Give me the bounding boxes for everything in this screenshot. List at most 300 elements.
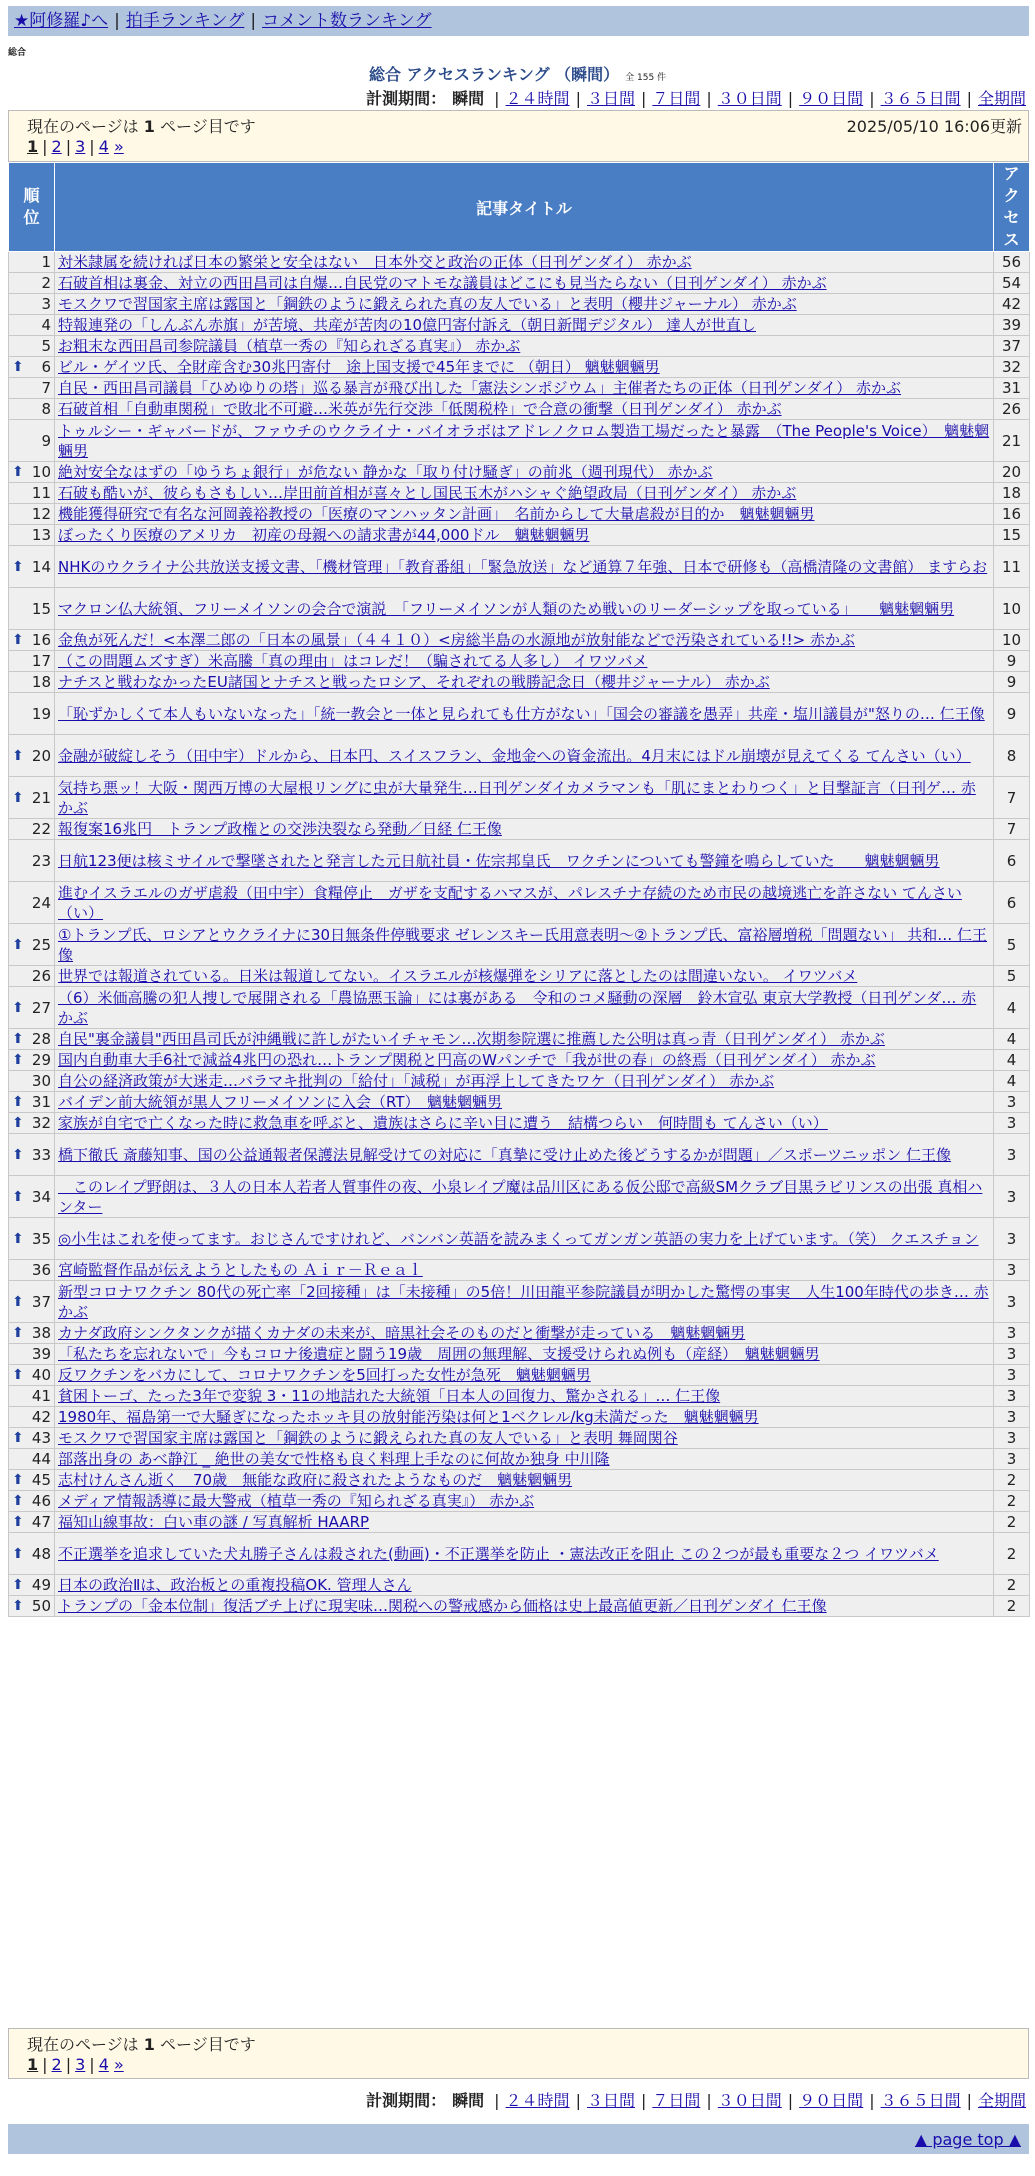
article-title-link[interactable]: 石破も酷いが、彼らもさもしい…岸田前首相が喜々とし国民玉木がハシャぐ絶望政局（日刊ゲンダイ） 赤かぶ (58, 484, 797, 502)
article-title-link[interactable]: トゥルシー・ギャバードが、ファウチのウクライナ・バイオラボはアドレノクロム製造工場だったと暴露 （The People's Voice） 魑魅魍魎男 (58, 421, 990, 460)
access-count: 21 (994, 420, 1030, 462)
table-row (9, 987, 1030, 1029)
rank-cell (9, 273, 55, 294)
rank-number: 38 (31, 1324, 51, 1342)
access-count: 3 (994, 1407, 1030, 1428)
rank-cell (9, 693, 55, 735)
access-count: 4 (994, 1050, 1030, 1071)
article-title-link[interactable]: 1980年、福島第一で大騒ぎになったホッキ貝の放射能汚染は何と1ベクレル/kg未満だった 魑魅魍魎男 (58, 1408, 759, 1426)
rank-number: 34 (31, 1187, 51, 1206)
rank-number: 4 (41, 316, 51, 334)
access-count: 6 (994, 840, 1030, 882)
rank-number: 46 (31, 1492, 51, 1510)
article-title-link[interactable]: モスクワで習国家主席は露国と「鋼鉄のように鍛えられた真の友人でいる」と表明（櫻井ジャーナル） 赤かぶ (58, 295, 797, 313)
period-option-link[interactable]: ９０日間 (799, 89, 864, 108)
period-separator: | (640, 89, 647, 108)
title-cell (55, 1092, 994, 1113)
table-row (9, 693, 1030, 735)
up-arrow-icon: ⬆ (12, 1031, 24, 1047)
up-arrow-icon: ⬆ (12, 1115, 24, 1131)
article-title-link[interactable]: 金魚が死んだ！<本澤二郎の「日本の風景」（４４１０）<房総半島の水源地が放射能などで汚染されている!!> 赤かぶ (58, 631, 856, 649)
table-row (9, 336, 1030, 357)
page-title (0, 62, 1035, 85)
rank-number: 17 (31, 652, 51, 670)
period-separator: | (706, 2091, 712, 2110)
article-title-link[interactable]: 新型コロナワクチン 80代の死亡率「2回接種」は「未接種」の5倍！川田龍平参院議員が明かした驚愕の事実 人生100年時代の歩き… 赤かぶ (58, 1282, 989, 1321)
access-count: 10 (994, 630, 1030, 651)
title-cell (55, 1365, 994, 1386)
rank-cell (9, 1428, 55, 1449)
article-title-link[interactable]: （6）米価高騰の犯人捜しで展開される「農協悪玉論」には裏がある 令和のコメ騒動の深層 鈴木宣弘 東京大学教授（日刊ゲンダ… 赤かぶ (58, 988, 977, 1027)
title-cell (55, 378, 994, 399)
rank-number: 19 (31, 704, 51, 723)
article-title-link[interactable]: 石破首相は裏金、対立の西田昌司は自爆…自民党のマトモな議員はどこにも見当たらない（日刊ゲンダイ） 赤かぶ (58, 274, 827, 292)
article-title-link[interactable]: ◎小生はこれを使ってます。おじさんですけれど、バンバン英語を読みまくってガンガン英語の実力を上げています。（笑） クエスチョン (58, 1229, 979, 1248)
page-status-prefix: 現在のページは (27, 117, 139, 136)
article-title-link[interactable]: バイデン前大統領が黒人フリーメイソンに入会（RT） 魑魅魍魎男 (58, 1093, 503, 1111)
table-row (9, 1533, 1030, 1575)
article-title-link[interactable]: 「恥ずかしくて本人もいないなった」「統一教会と一体と見られても仕方がない」「国会の審議を愚弄」共産・塩川議員が"怒りの… 仁王像 (58, 704, 985, 723)
period-separator: | (787, 89, 794, 108)
title-cell (55, 546, 994, 588)
title-cell (55, 1071, 994, 1092)
rank-number: 14 (31, 557, 51, 576)
period-separator: | (575, 89, 581, 108)
article-title-link[interactable]: 不正選挙を追求していた犬丸勝子さんは殺された(動画)・不正選挙を防止 ・憲法改正を阻止 この２つが最も重要な２つ イワツバメ (58, 1544, 939, 1563)
rank-cell (9, 987, 55, 1029)
title-cell (55, 1449, 994, 1470)
col-header-title: 記事タイトル (55, 163, 994, 252)
table-row (9, 1365, 1030, 1386)
period-separator: | (966, 89, 972, 108)
title-cell (55, 672, 994, 693)
rank-number: 9 (41, 431, 51, 450)
title-cell (55, 273, 994, 294)
rank-cell (9, 672, 55, 693)
up-arrow-icon: ⬆ (12, 558, 24, 575)
rank-cell (9, 840, 55, 882)
table-row (9, 966, 1030, 987)
period-current: 瞬間 (452, 2091, 485, 2110)
table-row (9, 882, 1030, 924)
rank-number: 44 (31, 1450, 51, 1468)
article-title-link[interactable]: トランプの「金本位制」復活ブチ上げに現実味…関税への警戒感から価格は史上最高値更新／日刊ゲンダイ 仁王像 (58, 1597, 827, 1615)
table-row (9, 252, 1030, 273)
rank-number: 32 (31, 1114, 51, 1132)
article-title-link[interactable]: 日航123便は核ミサイルで撃墜されたと発言した元日航社員・佐宗邦皇氏 ワクチンについても警鐘を鳴らしていた 魑魅魍魎男 (58, 851, 940, 870)
access-count: 2 (994, 1491, 1030, 1512)
rank-cell (9, 966, 55, 987)
rank-cell (9, 1281, 55, 1323)
article-title-link[interactable]: マクロン仏大統領、フリーメイソンの会合で演説 「フリーメイソンが人類のため戦いのリーダーシップを取っている」 魑魅魍魎男 (58, 599, 955, 618)
rank-cell (9, 504, 55, 525)
access-count: 9 (994, 651, 1030, 672)
table-row (9, 504, 1030, 525)
table-row (9, 924, 1030, 966)
table-row (9, 1092, 1030, 1113)
title-cell (55, 1176, 994, 1218)
article-title-link[interactable]: ①トランプ氏、ロシアとウクライナに30日無条件停戦要求 ゼレンスキー氏用意表明～②トランプ氏、富裕層増税「問題ない」 共和… 仁王像 (58, 925, 988, 964)
period-option-link[interactable]: ３日間 (586, 2091, 635, 2110)
pager-current-page: 1 (27, 2055, 39, 2074)
up-arrow-icon: ⬆ (12, 747, 24, 764)
table-row (9, 840, 1030, 882)
table-row (9, 1512, 1030, 1533)
access-count: 3 (994, 1449, 1030, 1470)
rank-cell (9, 399, 55, 420)
up-arrow-icon: ⬆ (12, 1430, 24, 1446)
pager-separator: | (89, 2055, 95, 2074)
access-count: 3 (994, 1428, 1030, 1449)
table-row (9, 1428, 1030, 1449)
rank-number: 47 (31, 1513, 51, 1531)
title-cell (55, 504, 994, 525)
article-title-link[interactable]: カナダ政府シンクタンクが描くカナダの未来が、暗黒社会そのものだと衝撃が走っている 魑魅魍魎男 (58, 1324, 746, 1342)
article-title-link[interactable]: 進むイスラエルのガザ虐殺（田中宇）食糧停止 ガザを支配するハマスが、パレスチナ存続のため市民の越境逃亡を許さない てんさい（い） (58, 883, 962, 922)
home-link[interactable]: ★阿修羅♪へ (14, 11, 109, 31)
rank-number: 12 (31, 505, 51, 523)
title-cell (55, 630, 994, 651)
rank-cell (9, 1365, 55, 1386)
article-title-link[interactable]: 部落出身の あべ静江 _ 絶世の美女で性格も良く料理上手なのに何故か独身 中川隆 (58, 1450, 610, 1468)
article-title-link[interactable]: メディア情報誘導に最大警戒（植草一秀の『知られざる真実』） 赤かぶ (58, 1492, 535, 1510)
rank-number: 15 (31, 599, 51, 618)
rank-number: 41 (31, 1387, 51, 1405)
rank-cell (9, 735, 55, 777)
rank-number: 27 (31, 998, 51, 1017)
up-arrow-icon: ⬆ (12, 1577, 24, 1593)
article-title-link[interactable]: 日本の政治Ⅱは、政治板との重複投稿OK. 管理人さん (58, 1576, 412, 1594)
up-arrow-icon: ⬆ (12, 1325, 24, 1341)
rank-number: 49 (31, 1576, 51, 1594)
table-row (9, 1134, 1030, 1176)
title-cell (55, 735, 994, 777)
rank-cell (9, 1113, 55, 1134)
pager-page-link[interactable]: 3 (75, 137, 86, 156)
article-title-link[interactable]: ビル・ゲイツ氏、全財産含む30兆円寄付 途上国支援で45年までに （朝日） 魑魅魍魎男 (58, 358, 660, 376)
rank-cell (9, 882, 55, 924)
title-cell (55, 336, 994, 357)
rank-number: 22 (31, 820, 51, 838)
page-status-number: 1 (143, 117, 155, 136)
period-label: 計測期間： (366, 2091, 447, 2110)
article-title-link[interactable]: 福知山線事故：白い車の謎 / 写真解析 HAARP (58, 1513, 370, 1531)
table-row (9, 546, 1030, 588)
access-count: 3 (994, 1323, 1030, 1344)
table-row (9, 1113, 1030, 1134)
up-arrow-icon: ⬆ (12, 999, 24, 1016)
period-option-link[interactable]: ７日間 (652, 2091, 701, 2110)
rank-cell (9, 1176, 55, 1218)
page-top-link[interactable]: ▲ page top ▲ (914, 2130, 1021, 2149)
period-option-link[interactable]: 全期間 (977, 2091, 1026, 2110)
title-cell (55, 1134, 994, 1176)
access-count: 3 (994, 1092, 1030, 1113)
up-arrow-icon: ⬆ (12, 464, 24, 480)
rank-cell (9, 1344, 55, 1365)
period-separator: | (640, 2091, 647, 2110)
rank-number: 43 (31, 1429, 51, 1447)
rank-cell (9, 1218, 55, 1260)
title-cell (55, 462, 994, 483)
article-title-link[interactable]: 対米隷属を続ければ日本の繁栄と安全はない 日本外交と政治の正体（日刊ゲンダイ） 赤かぶ (58, 253, 692, 271)
rank-number: 25 (31, 935, 51, 954)
article-title-link[interactable]: 絶対安全なはずの「ゆうちょ銀行」が危ない 静かな「取り付け騒ぎ」の前兆（週刊現代） 赤かぶ (58, 463, 713, 481)
period-option-link[interactable]: ３６５日間 (880, 2091, 961, 2110)
ranking-title: 総合 アクセスランキング （瞬間） (368, 65, 620, 84)
article-title-link[interactable]: ぼったくり医療のアメリカ 初産の母親への請求書が44,000ドル 魑魅魍魎男 (58, 526, 590, 544)
title-cell (55, 882, 994, 924)
up-arrow-icon: ⬆ (12, 632, 24, 648)
article-title-link[interactable]: 志村けんさん逝く 70歳 無能な政府に殺されたようなものだ 魑魅魍魎男 (58, 1471, 573, 1489)
nav-separator: | (250, 11, 257, 31)
title-cell (55, 987, 994, 1029)
table-row (9, 315, 1030, 336)
period-option-link[interactable]: ７日間 (652, 89, 701, 108)
rank-cell (9, 252, 55, 273)
title-cell (55, 1470, 994, 1491)
article-title-link[interactable]: （この問題ムズすぎ）米高騰「真の理由」はコレだ！（騙されてる人多し） イワツバメ (58, 652, 648, 670)
access-count: 5 (994, 924, 1030, 966)
title-cell (55, 777, 994, 819)
period-option-link[interactable]: ３０日間 (717, 89, 782, 108)
pager-page-link[interactable]: 4 (98, 137, 109, 156)
title-cell (55, 1533, 994, 1575)
article-title-link[interactable]: 宮崎監督作品が伝えようとしたもの Ａｉｒ－Ｒｅａｌ (58, 1261, 423, 1279)
period-option-link[interactable]: ９０日間 (799, 2091, 864, 2110)
access-count: 2 (994, 1533, 1030, 1575)
table-row (9, 378, 1030, 399)
period-selector-bottom (366, 2088, 1026, 2111)
period-separator: | (966, 2091, 972, 2110)
table-row (9, 399, 1030, 420)
table-row (9, 420, 1030, 462)
rank-cell (9, 462, 55, 483)
rank-number: 35 (31, 1229, 51, 1248)
title-cell (55, 651, 994, 672)
article-title-link[interactable]: 貧困トーゴ、たった3年で変貌 3・11の地詰れた大統領「日本人の回復力、驚かされる」… 仁王像 (58, 1387, 721, 1405)
rank-number: 5 (41, 337, 51, 355)
rank-cell (9, 420, 55, 462)
rank-number: 11 (31, 484, 51, 502)
table-row (9, 1596, 1030, 1617)
access-count: 31 (994, 378, 1030, 399)
pager-page-link[interactable]: 2 (51, 137, 62, 156)
up-arrow-icon: ⬆ (12, 1293, 24, 1310)
title-cell (55, 693, 994, 735)
pager-page-link[interactable]: 3 (75, 2055, 86, 2074)
access-count: 3 (994, 1344, 1030, 1365)
title-cell (55, 819, 994, 840)
access-count: 7 (994, 819, 1030, 840)
table-row (9, 1449, 1030, 1470)
table-row (9, 1323, 1030, 1344)
access-count: 2 (994, 1470, 1030, 1491)
article-title-link[interactable]: このレイプ野朗は、３人の日本人若者人質事件の夜、小泉レイプ魔は品川区にある仮公邸で高級SMクラブ目黒ラビリンスの出張 真相ハンター (58, 1177, 983, 1216)
article-title-link[interactable]: 気持ち悪ッ！大阪・関西万博の大屋根リングに虫が大量発生…日刊ゲンダイカメラマンも「肌にまとわりつく」と目撃証言（日刊ゲ… 赤かぶ (58, 778, 976, 817)
period-current: 瞬間 (452, 89, 485, 108)
article-title-link[interactable]: 自民・西田昌司議員「ひめゆりの塔」巡る暴言が飛び出した「憲法シンポジウム」主催者たちの正体（日刊ゲンダイ） 赤かぶ (58, 379, 902, 397)
title-cell (55, 357, 994, 378)
rank-number: 33 (31, 1145, 51, 1164)
pager-page-link[interactable]: 2 (51, 2055, 62, 2074)
article-title-link[interactable]: 世界では報道されている。日米は報道してない。イスラエルが核爆弾をシリアに落としたのは間違いない。 イワツバメ (58, 967, 858, 985)
article-title-link[interactable]: 金融が破綻しそう（田中宇）ドルから、日本円、スイスフラン、金地金への資金流出。4月末にはドル崩壊が見えてくる てんさい（い） (58, 746, 971, 765)
access-count: 4 (994, 1071, 1030, 1092)
up-arrow-icon: ⬆ (12, 359, 24, 375)
article-title-link[interactable]: モスクワで習国家主席は露国と「鋼鉄のように鍛えられた真の友人でいる」と表明 舞岡関谷 (58, 1429, 678, 1447)
table-row (9, 1050, 1030, 1071)
table-row (9, 462, 1030, 483)
page-status (27, 114, 256, 137)
period-separator: | (787, 2091, 794, 2110)
article-title-link[interactable]: 報復案16兆円 トランプ政権との交渉決裂なら発動／日経 仁王像 (58, 820, 502, 838)
table-row (9, 1071, 1030, 1092)
article-title-link[interactable]: 特報連発の「しんぶん赤旗」が苦境、共産が苦肉の10億円寄付訴え（朝日新聞デジタル） 達人が世直し (58, 316, 756, 334)
title-cell (55, 483, 994, 504)
period-option-link[interactable]: 全期間 (977, 89, 1026, 108)
page-status-number: 1 (143, 2035, 155, 2054)
rank-number: 45 (31, 1471, 51, 1489)
rank-cell (9, 1260, 55, 1281)
up-arrow-icon: ⬆ (12, 1493, 24, 1509)
title-cell (55, 525, 994, 546)
rank-cell (9, 651, 55, 672)
up-arrow-icon: ⬆ (12, 936, 24, 953)
article-title-link[interactable]: 国内自動車大手6社で減益4兆円の恐れ…トランプ関税と円高のWパンチで「我が世の春」の終焉（日刊ゲンダイ） 赤かぶ (58, 1051, 876, 1069)
title-cell (55, 1113, 994, 1134)
article-title-link[interactable]: 機能獲得研究で有名な河岡義裕教授の「医療のマンハッタン計画」 名前からして大量虐殺が目的か 魑魅魍魎男 (58, 505, 815, 523)
rank-cell (9, 546, 55, 588)
access-count: 16 (994, 504, 1030, 525)
table-row (9, 777, 1030, 819)
rank-cell (9, 1050, 55, 1071)
rank-cell (9, 1134, 55, 1176)
period-option-link[interactable]: ２４時間 (505, 89, 570, 108)
rank-cell (9, 525, 55, 546)
table-row (9, 1176, 1030, 1218)
access-count: 7 (994, 777, 1030, 819)
title-cell (55, 966, 994, 987)
title-cell (55, 1260, 994, 1281)
period-option-link[interactable]: ３０日間 (717, 2091, 782, 2110)
title-cell (55, 840, 994, 882)
rank-number: 8 (41, 400, 51, 418)
period-separator: | (494, 89, 500, 108)
article-title-link[interactable]: 橋下徹氏 斎藤知事、国の公益通報者保護法見解受けての対応に「真摯に受け止めた後どうするかが問題」／スポーツニッポン 仁王像 (58, 1145, 952, 1164)
table-row (9, 294, 1030, 315)
rank-cell (9, 777, 55, 819)
up-arrow-icon: ⬆ (12, 789, 24, 806)
access-count: 54 (994, 273, 1030, 294)
access-count: 37 (994, 336, 1030, 357)
rank-number: 23 (31, 851, 51, 870)
access-count: 18 (994, 483, 1030, 504)
rank-number: 21 (31, 788, 51, 807)
ranking-table-body (9, 252, 1030, 1617)
pager-next-link[interactable]: » (113, 2055, 124, 2074)
up-arrow-icon: ⬆ (12, 1514, 24, 1530)
table-row (9, 735, 1030, 777)
article-title-link[interactable]: 「私たちを忘れないで」今もコロナ後遺症と闘う19歳 周囲の無理解、支援受けられぬ例も（産経） 魑魅魍魎男 (58, 1345, 820, 1363)
table-row (9, 672, 1030, 693)
title-cell (55, 924, 994, 966)
rank-number: 1 (41, 253, 51, 271)
top-nav-bar (8, 6, 1029, 36)
table-row (9, 357, 1030, 378)
up-arrow-icon: ⬆ (12, 1230, 24, 1247)
article-title-link[interactable]: 反ワクチンをバカにして、コロナワクチンを5回打った女性が急死 魑魅魍魎男 (58, 1366, 591, 1384)
table-row (9, 1407, 1030, 1428)
category-label: 総合 (8, 48, 27, 58)
access-count: 3 (994, 1134, 1030, 1176)
rank-number: 30 (31, 1072, 51, 1090)
table-header-row (9, 163, 1030, 252)
title-cell (55, 399, 994, 420)
title-cell (55, 1596, 994, 1617)
article-title-link[interactable]: 自公の経済政策が大迷走…バラマキ批判の「給付」「減税」が再浮上してきたワケ（日刊ゲンダイ） 赤かぶ (58, 1072, 775, 1090)
access-count: 20 (994, 462, 1030, 483)
rank-number: 28 (31, 1030, 51, 1048)
period-option-link[interactable]: ３６５日間 (880, 89, 961, 108)
rank-number: 20 (31, 746, 51, 765)
table-row (9, 1029, 1030, 1050)
rank-cell (9, 630, 55, 651)
access-count: 3 (994, 1260, 1030, 1281)
up-arrow-icon: ⬆ (12, 1146, 24, 1163)
comment-ranking-link[interactable]: コメント数ランキング (262, 11, 432, 31)
title-cell (55, 1281, 994, 1323)
article-title-link[interactable]: NHKのウクライナ公共放送支援文書、「機材管理」「教育番組」「緊急放送」など通算７年強、日本で研修も（高橋清隆の文書館） ますらお (58, 557, 988, 576)
access-count: 2 (994, 1575, 1030, 1596)
article-title-link[interactable]: 石破首相「自動車関税」で敗北不可避…米英が先行交渉「低関税枠」で合意の衝撃（日刊ゲンダイ） 赤かぶ (58, 400, 782, 418)
period-separator: | (575, 2091, 581, 2110)
table-row (9, 483, 1030, 504)
article-title-link[interactable]: お粗末な西田昌司参院議員（植草一秀の『知られざる真実』） 赤かぶ (58, 337, 521, 355)
rank-number: 42 (31, 1408, 51, 1426)
rank-cell (9, 294, 55, 315)
rank-cell (9, 1386, 55, 1407)
clap-ranking-link[interactable]: 拍手ランキング (125, 11, 245, 31)
rank-cell (9, 819, 55, 840)
table-row (9, 651, 1030, 672)
pager-next-link[interactable]: » (113, 137, 124, 156)
rank-cell (9, 1029, 55, 1050)
table-row (9, 1218, 1030, 1260)
table-row (9, 588, 1030, 630)
rank-number: 39 (31, 1345, 51, 1363)
pager-page-link[interactable]: 4 (98, 2055, 109, 2074)
article-title-link[interactable]: 家族が自宅で亡くなった時に救急車を呼ぶと、遺族はさらに辛い目に遭う 結構つらい 何時間も てんさい（い） (58, 1114, 828, 1132)
article-title-link[interactable]: 自民"裏金議員"西田昌司氏が沖縄戦に許しがたいイチャモン…次期参院選に推薦した公明は真っ青（日刊ゲンダイ） 赤かぶ (58, 1030, 885, 1048)
title-cell (55, 1344, 994, 1365)
rank-cell (9, 1092, 55, 1113)
access-count: 5 (994, 966, 1030, 987)
access-count: 3 (994, 1386, 1030, 1407)
period-option-link[interactable]: ２４時間 (505, 2091, 570, 2110)
up-arrow-icon: ⬆ (12, 1472, 24, 1488)
rank-cell (9, 483, 55, 504)
up-arrow-icon: ⬆ (12, 1598, 24, 1614)
period-option-link[interactable]: ３日間 (586, 89, 635, 108)
pagination-box-bottom (8, 2028, 1029, 2079)
table-row (9, 819, 1030, 840)
period-separator: | (869, 2091, 875, 2110)
article-title-link[interactable]: ナチスと戦わなかったEU諸国とナチスと戦ったロシア、それぞれの戦勝記念日（櫻井ジャーナル） 赤かぶ (58, 673, 770, 691)
title-cell (55, 1029, 994, 1050)
access-count: 3 (994, 1176, 1030, 1218)
title-cell (55, 1428, 994, 1449)
